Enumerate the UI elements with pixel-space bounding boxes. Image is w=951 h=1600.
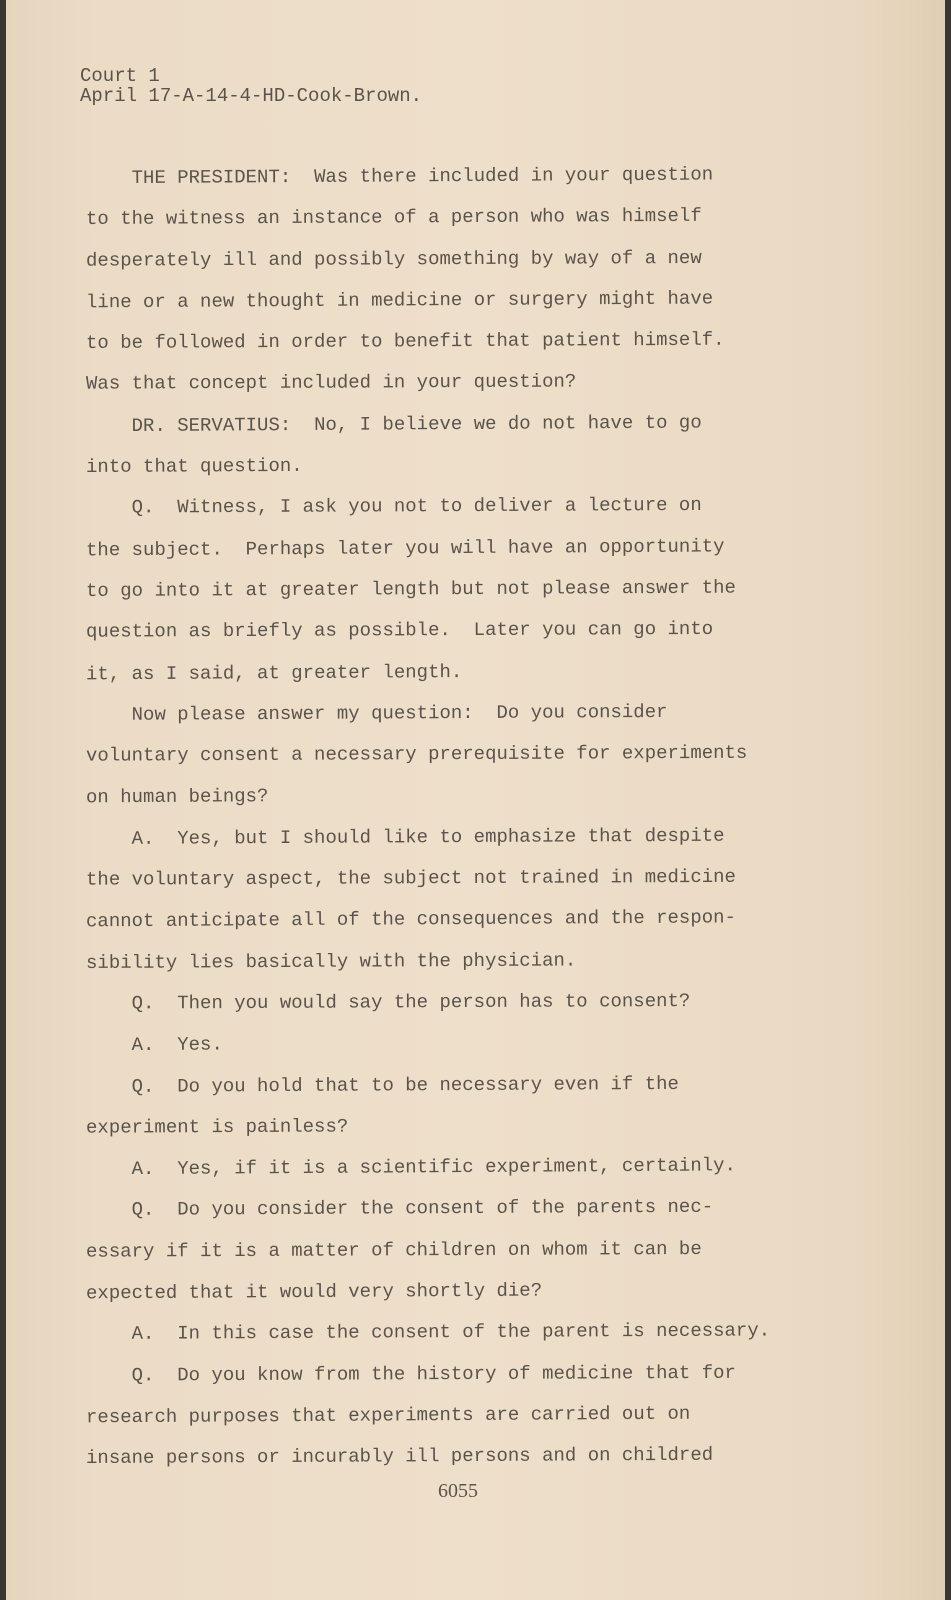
transcript-line: on human beings?: [85, 785, 269, 809]
page-header: [80, 66, 422, 106]
document-page: [6, 0, 945, 1600]
transcript-line: THE PRESIDENT: Was there included in your question: [85, 163, 714, 190]
transcript-line: A. Yes, but I should like to emphasize that despite: [85, 824, 725, 850]
transcript-line: Q. Do you know from the history of medicine that for: [85, 1361, 736, 1387]
transcript-line: Was that concept included in your question?: [85, 371, 577, 396]
court-label: Court 1: [80, 65, 160, 87]
transcript-line: research purposes that experiments are carried out on: [85, 1402, 691, 1429]
transcript-line: cannot anticipate all of the consequences and the respon-: [85, 906, 736, 933]
session-reference: April 17-A-14-4-HD-Cook-Brown.: [80, 85, 423, 107]
transcript-line: A. In this case the consent of the parent is necessary.: [85, 1319, 771, 1346]
transcript-line: to the witness an instance of a person who was himself: [85, 205, 702, 231]
transcript-line: insane persons or incurably ill persons and on childred: [85, 1443, 714, 1470]
transcript-line: voluntary consent a necessary prerequisite for experiments: [85, 741, 748, 767]
transcript-line: expected that it would very shortly die?: [85, 1279, 543, 1305]
transcript-line: experiment is painless?: [85, 1115, 349, 1139]
transcript-line: DR. SERVATIUS: No, I believe we do not have to go: [85, 411, 702, 438]
transcript-line: into that question.: [85, 454, 303, 479]
transcript-line: Now please answer my question: Do you consider: [85, 700, 668, 726]
transcript-line: to go into it at greater length but not please answer the: [85, 576, 736, 602]
transcript-line: question as briefly as possible. Later you can go into: [85, 618, 714, 643]
transcript-line: essary if it is a matter of children on whom it can be: [85, 1237, 702, 1263]
transcript-line: the voluntary aspect, the subject not trained in medicine: [85, 865, 736, 891]
transcript-body: [86, 156, 846, 1478]
page-number: 6055: [438, 1480, 478, 1502]
transcript-line: Q. Witness, I ask you not to deliver a lecture on: [85, 494, 702, 520]
transcript-line: sibility lies basically with the physician.: [85, 949, 577, 974]
transcript-line: Q. Then you would say the person has to consent?: [85, 989, 691, 1015]
transcript-line: to be followed in order to benefit that patient himself.: [85, 328, 725, 355]
transcript-line: A. Yes.: [85, 1033, 223, 1057]
transcript-line: Q. Do you consider the consent of the parents nec-: [85, 1196, 714, 1222]
transcript-line: line or a new thought in medicine or surgery might have: [85, 287, 714, 314]
transcript-line: A. Yes, if it is a scientific experiment, certainly.: [85, 1154, 736, 1181]
transcript-line: the subject. Perhaps later you will have an opportunity: [85, 535, 725, 561]
transcript-line: it, as I said, at greater length.: [85, 660, 463, 685]
transcript-line: Q. Do you hold that to be necessary even if the: [85, 1072, 679, 1098]
transcript-line: desperately ill and possibly something by way of a new: [85, 246, 702, 272]
